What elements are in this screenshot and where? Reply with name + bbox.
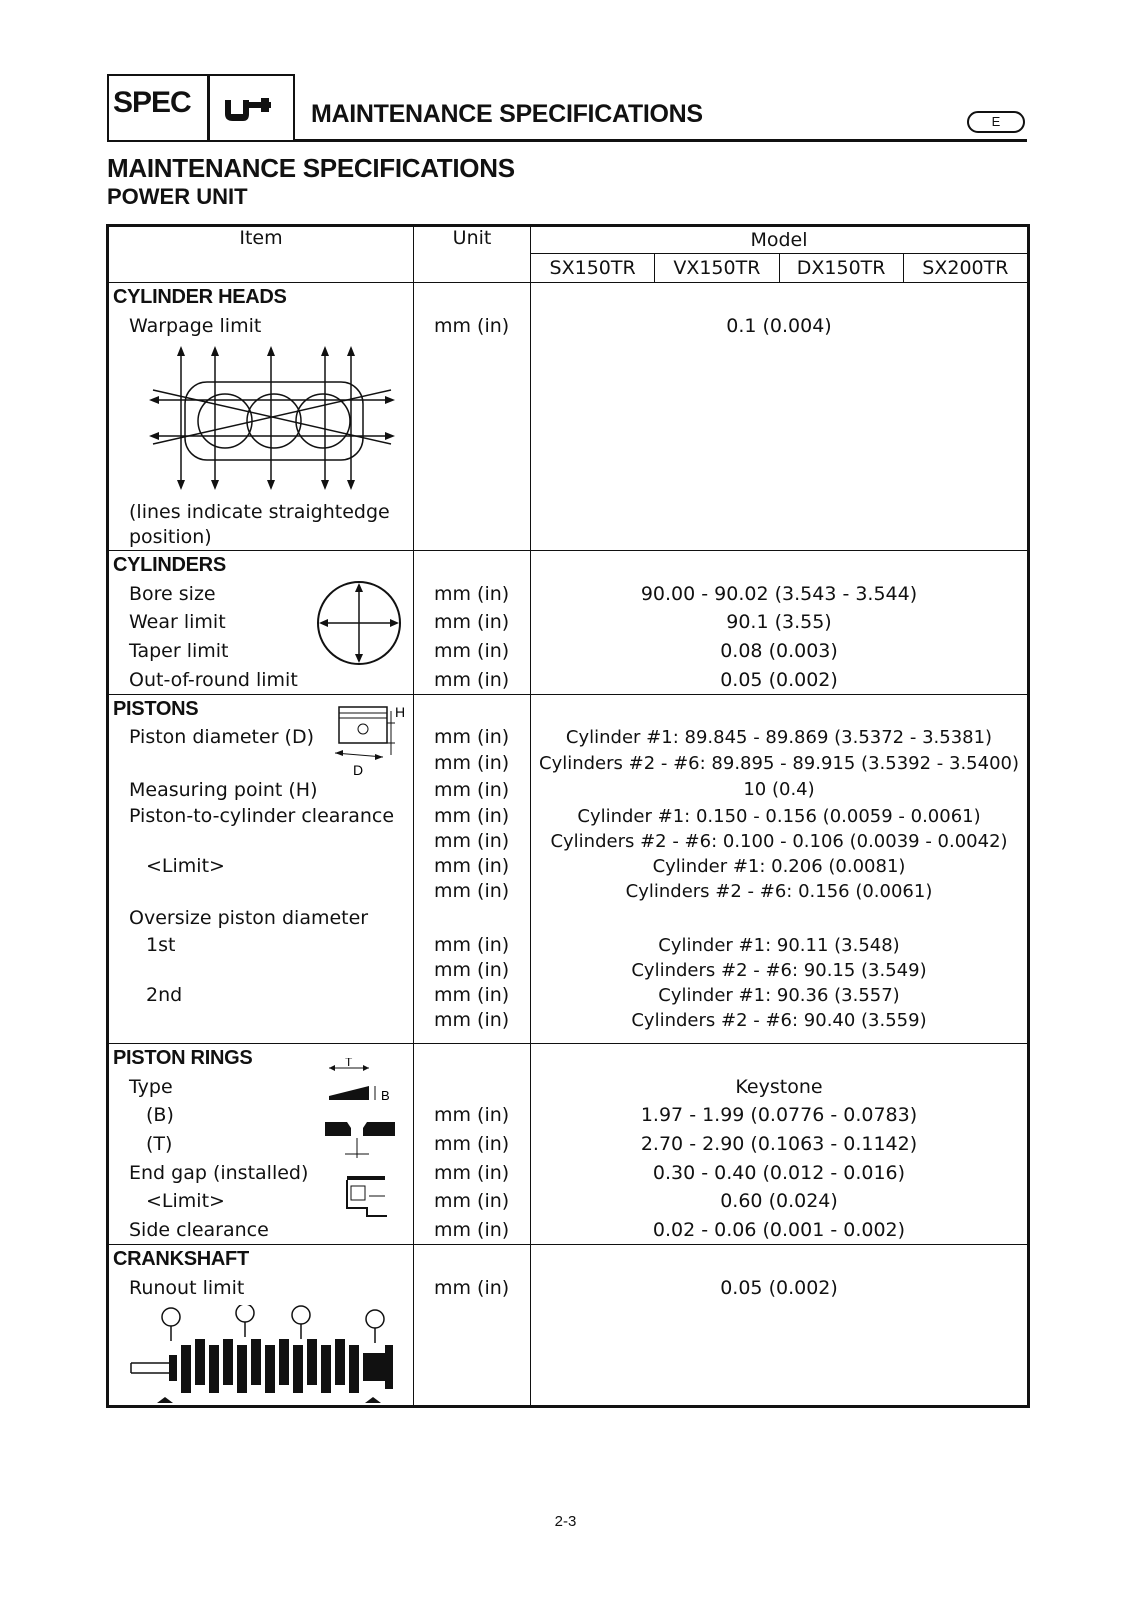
row-value: Cylinder #1: 90.11 (3.548) <box>658 934 900 956</box>
row-unit: mm (in) <box>434 1218 510 1241</box>
row-unit: mm (in) <box>434 582 510 605</box>
row-value: 0.1 (0.004) <box>726 314 832 337</box>
row-group-title: PISTONS <box>113 698 199 721</box>
row-label: End gap (installed) <box>129 1161 309 1184</box>
row-label: (B) <box>146 1104 174 1127</box>
row-unit: mm (in) <box>434 751 510 774</box>
subsection-heading: POWER UNIT <box>107 184 248 209</box>
row-value: Cylinder #1: 90.36 (3.557) <box>658 984 900 1006</box>
row-value: 0.08 (0.003) <box>720 639 838 662</box>
spec-header-box <box>107 74 295 142</box>
row-value: 0.05 (0.002) <box>720 1276 838 1299</box>
row-label: 1st <box>146 933 176 956</box>
row-group-title: CRANKSHAFT <box>113 1248 249 1271</box>
row-unit: mm (in) <box>434 958 510 981</box>
model-name: SX200TR <box>903 254 1027 282</box>
row-label: Side clearance <box>129 1218 269 1241</box>
figure-label-d: D <box>353 762 364 779</box>
row-label: (T) <box>146 1132 173 1155</box>
row-unit: mm (in) <box>434 933 510 956</box>
row-group-title: PISTON RINGS <box>113 1047 253 1070</box>
row-label: Piston diameter (D) <box>129 725 314 748</box>
row-unit: mm (in) <box>434 880 510 903</box>
row-value: Cylinders #2 - #6: 90.15 (3.549) <box>631 959 927 981</box>
row-unit: mm (in) <box>434 805 510 828</box>
cylinder-head-straightedge-figure <box>145 344 405 494</box>
row-unit: mm (in) <box>434 778 510 801</box>
row-value: 0.60 (0.024) <box>720 1190 838 1213</box>
row-label: Bore size <box>129 582 216 605</box>
row-unit <box>434 1073 530 1102</box>
row-value: 0.02 - 0.06 (0.001 - 0.002) <box>652 1218 906 1241</box>
row-value: Cylinder #1: 89.845 - 89.869 (3.5372 - 3.5381) <box>565 726 993 748</box>
row-label: 2nd <box>146 983 183 1006</box>
language-badge: E <box>967 111 1025 133</box>
row-unit: mm (in) <box>434 855 510 878</box>
row-label: Warpage limit <box>129 314 262 337</box>
row-group-title: CYLINDERS <box>113 554 226 577</box>
row-unit: mm (in) <box>434 830 510 853</box>
row-value: 10 (0.4) <box>743 778 815 800</box>
row-unit: mm (in) <box>434 725 510 748</box>
figure-label-t: T <box>345 1058 353 1070</box>
row-label: Type <box>129 1075 173 1098</box>
row-value: 0.30 - 0.40 (0.012 - 0.016) <box>652 1161 906 1184</box>
figure-label-b: B <box>381 1088 390 1104</box>
row-label: Taper limit <box>129 639 229 662</box>
table-row <box>108 283 1029 551</box>
col-header-unit: Unit <box>414 226 531 283</box>
row-label: Measuring point (H) <box>129 778 318 801</box>
model-name: SX150TR <box>549 257 636 279</box>
row-value: Cylinders #2 - #6: 90.40 (3.559) <box>631 1009 927 1031</box>
row-unit: mm (in) <box>434 1132 510 1155</box>
row-value: Cylinders #2 - #6: 0.156 (0.0061) <box>625 881 933 903</box>
row-unit: mm (in) <box>434 1104 510 1127</box>
section-heading: MAINTENANCE SPECIFICATIONS <box>107 153 515 183</box>
spec-label: SPEC <box>113 86 191 119</box>
row-unit: mm (in) <box>434 1276 510 1299</box>
row-value: 90.1 (3.55) <box>726 611 832 634</box>
row-value: 2.70 - 2.90 (0.1063 - 0.1142) <box>640 1132 918 1155</box>
row-unit: mm (in) <box>434 639 510 662</box>
col-header-model-group <box>531 226 1029 283</box>
figure-caption: (lines indicate straightedge <box>129 501 390 524</box>
model-name: DX150TR <box>779 254 903 282</box>
row-label: Piston-to-cylinder clearance <box>129 805 395 828</box>
row-group-title: CYLINDER HEADS <box>113 286 287 308</box>
row-value: Cylinder #1: 0.150 - 0.156 (0.0059 - 0.0061) <box>577 806 981 828</box>
row-label: Oversize piston diameter <box>129 907 369 930</box>
row-unit: mm (in) <box>434 611 510 634</box>
figure-caption: position) <box>129 526 212 549</box>
row-value: Cylinder #1: 0.206 (0.0081) <box>652 856 906 878</box>
cylinder-bore-figure <box>315 579 405 667</box>
row-unit: mm (in) <box>434 1161 510 1184</box>
col-header-item: Item <box>108 226 414 283</box>
row-value: Cylinders #2 - #6: 0.100 - 0.106 (0.0039 - 0.0042) <box>550 831 1008 853</box>
row-label: Wear limit <box>129 611 226 634</box>
model-name: VX150TR <box>654 254 778 282</box>
caliper-wrench-icon <box>221 94 281 124</box>
row-unit: mm (in) <box>434 1008 510 1031</box>
row-unit: mm (in) <box>434 668 510 691</box>
header-rule <box>293 139 1027 142</box>
table-row <box>108 1044 1029 1245</box>
spec-table <box>106 224 1030 1408</box>
row-value: Keystone <box>735 1075 823 1098</box>
row-label: <Limit> <box>146 855 225 878</box>
row-unit: mm (in) <box>434 1190 510 1213</box>
figure-label-h: H <box>395 704 406 721</box>
table-row <box>108 1245 1029 1407</box>
piston-ring-figure <box>325 1058 405 1230</box>
row-value: 0.05 (0.002) <box>720 668 838 691</box>
row-value: Cylinders #2 - #6: 89.895 - 89.915 (3.5392 - 3.5400) <box>539 752 1019 774</box>
model-list <box>531 253 1027 282</box>
row-value: 1.97 - 1.99 (0.0776 - 0.0783) <box>640 1104 918 1127</box>
row-label: <Limit> <box>146 1190 225 1213</box>
crankshaft-runout-figure <box>129 1305 399 1405</box>
header-divider <box>207 76 210 140</box>
table-row <box>108 695 1029 1044</box>
piston-diameter-figure <box>327 701 407 781</box>
page-number: 2-3 <box>554 1513 577 1530</box>
row-label: Out-of-round limit <box>129 668 298 691</box>
row-unit: mm (in) <box>434 314 510 337</box>
col-header-model: Model <box>750 229 808 251</box>
table-header-row <box>108 226 1029 283</box>
header-title: MAINTENANCE SPECIFICATIONS <box>311 100 703 128</box>
row-unit: mm (in) <box>434 983 510 1006</box>
table-row <box>108 551 1029 695</box>
row-value: 90.00 - 90.02 (3.543 - 3.544) <box>640 582 918 605</box>
row-label: Runout limit <box>129 1276 245 1299</box>
